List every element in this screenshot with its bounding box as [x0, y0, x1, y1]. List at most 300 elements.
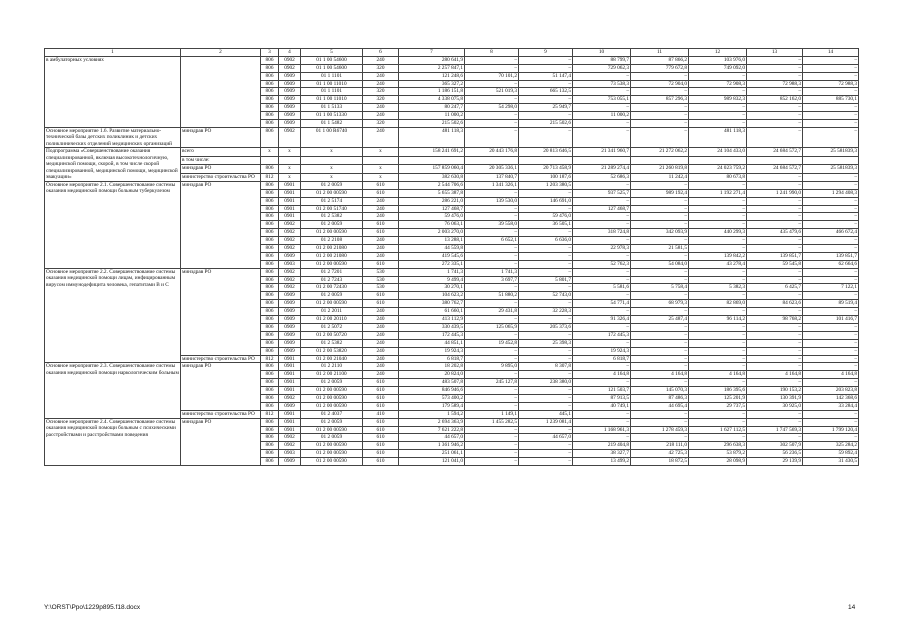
amount-cell: 466 672,4 [803, 229, 859, 237]
amount-cell: 19 924,3 [573, 347, 631, 355]
classifier-cell: 610 [363, 221, 399, 229]
amount-cell: 33 284,4 [803, 402, 859, 410]
amount-cell: 24 023 759,2 [689, 165, 747, 173]
amount-cell: 5 382,3 [689, 284, 747, 292]
amount-cell: – [747, 292, 803, 300]
classifier-cell: 0901 [279, 355, 301, 363]
classifier-cell: 01 2 5174 [301, 197, 363, 205]
classifier-cell: 0909 [279, 300, 301, 308]
amount-cell: – [689, 339, 747, 347]
amount-cell: – [519, 300, 573, 308]
amount-cell: 130 391,9 [747, 394, 803, 402]
amount-cell: 419 545,6 [399, 252, 465, 260]
amount-cell: 91 326,4 [573, 316, 631, 324]
amount-cell: – [631, 252, 689, 260]
amount-cell: 186 395,6 [689, 387, 747, 395]
classifier-cell: 0902 [279, 434, 301, 442]
amount-cell: 215 502,6 [519, 120, 573, 128]
amount-cell: – [689, 245, 747, 253]
classifier-cell: 610 [363, 434, 399, 442]
amount-cell: 22 978,3 [573, 245, 631, 253]
amount-cell: – [747, 221, 803, 229]
amount-cell: 139 530,0 [465, 197, 519, 205]
amount-cell [631, 156, 689, 164]
amount-cell: – [465, 120, 519, 128]
classifier-cell: 806 [261, 300, 279, 308]
classifier-cell: 0902 [279, 221, 301, 229]
amount-cell: – [573, 410, 631, 418]
amount-cell: 753 055,1 [573, 96, 631, 104]
amount-cell: – [631, 120, 689, 128]
amount-cell: 19 452,8 [465, 339, 519, 347]
classifier-cell: 0901 [279, 387, 301, 395]
amount-cell: – [465, 252, 519, 260]
amount-cell: – [689, 308, 747, 316]
table-row [45, 181, 859, 189]
classifier-cell: 240 [363, 197, 399, 205]
amount-cell: 4 164,8 [747, 371, 803, 379]
amount-cell: 749 092,0 [689, 64, 747, 72]
amount-cell: 251 061,1 [399, 450, 465, 458]
amount-cell: 59 892,4 [803, 450, 859, 458]
amount-cell: 29 139,9 [747, 458, 803, 466]
amount-cell: 30 925,0 [747, 402, 803, 410]
column-number-2: 2 [181, 49, 261, 57]
amount-cell: – [573, 418, 631, 426]
amount-cell: 20 305 336,1 [465, 165, 519, 173]
amount-cell: – [519, 355, 573, 363]
classifier-cell: 806 [261, 402, 279, 410]
classifier-cell: 610 [363, 229, 399, 237]
amount-cell: – [689, 72, 747, 80]
classifier-cell: 0909 [279, 458, 301, 466]
amount-cell: – [465, 213, 519, 221]
amount-cell: 1 241 990,0 [747, 189, 803, 197]
amount-cell: 53 879,2 [689, 450, 747, 458]
amount-cell: 6 818,7 [399, 355, 465, 363]
amount-cell: – [519, 189, 573, 197]
amount-cell: 25 581839,3 [803, 165, 859, 173]
classifier-cell: 0909 [279, 72, 301, 80]
classifier-cell: 806 [261, 245, 279, 253]
classifier-cell: 01 2 00 20110 [301, 316, 363, 324]
amount-cell: – [519, 112, 573, 120]
amount-cell: 11 242,4 [631, 173, 689, 181]
activity-name-cell: Основное мероприятие 2.3. Совершенствование системы оказания медицинской помощи наркологическим больным [45, 363, 181, 418]
classifier-cell: 0903 [279, 260, 301, 268]
amount-cell: 5 801,7 [519, 276, 573, 284]
amount-cell: 481 118,3 [399, 127, 465, 148]
classifier-cell: 410 [363, 410, 399, 418]
amount-cell: – [573, 181, 631, 189]
amount-cell: 56 236,5 [747, 450, 803, 458]
amount-cell: – [465, 127, 519, 148]
amount-cell: 365 327,2 [399, 80, 465, 88]
amount-cell: – [465, 300, 519, 308]
classifier-cell: х [363, 173, 399, 181]
amount-cell: 205 373,6 [519, 323, 573, 331]
classifier-cell: 610 [363, 418, 399, 426]
amount-cell: – [573, 72, 631, 80]
classifier-cell: х [279, 148, 301, 156]
amount-cell: 36 505,1 [519, 221, 573, 229]
amount-cell: 1 149,1 [465, 410, 519, 418]
amount-cell: 6 636,0 [519, 237, 573, 245]
amount-cell: 989 192,4 [631, 189, 689, 197]
classifier-cell: 01 2 00 00590 [301, 300, 363, 308]
amount-cell: 13 288,1 [399, 237, 465, 245]
amount-cell: – [803, 205, 859, 213]
executor-cell: министерство строительства РО [181, 355, 261, 363]
amount-cell: 779 672,8 [631, 64, 689, 72]
amount-cell: – [747, 173, 803, 181]
classifier-cell: 01 2 0059 [301, 181, 363, 189]
amount-cell: 54 084,0 [631, 260, 689, 268]
amount-cell: 5 581,6 [573, 284, 631, 292]
classifier-cell: 0902 [279, 245, 301, 253]
classifier-cell: 806 [261, 127, 279, 148]
table-row [45, 418, 859, 426]
amount-cell: – [803, 276, 859, 284]
amount-cell: – [689, 213, 747, 221]
classifier-cell: 240 [363, 112, 399, 120]
classifier-cell: 01 1 00 54600 [301, 64, 363, 72]
executor-cell [181, 56, 261, 127]
amount-cell: – [747, 339, 803, 347]
classifier-cell: 806 [261, 292, 279, 300]
amount-cell: – [747, 88, 803, 96]
classifier-cell: 01 2 00 51740 [301, 205, 363, 213]
amount-cell: 24 684 572,7 [747, 148, 803, 156]
classifier-cell: 0902 [279, 237, 301, 245]
classifier-cell: 806 [261, 213, 279, 221]
classifier-cell: 01 2 00 21040 [301, 355, 363, 363]
amount-cell: – [465, 80, 519, 88]
amount-cell: 101 416,7 [803, 316, 859, 324]
classifier-cell: 812 [261, 355, 279, 363]
classifier-cell: 01 2 00 00590 [301, 189, 363, 197]
amount-cell: – [465, 245, 519, 253]
amount-cell: – [747, 197, 803, 205]
classifier-cell: 01 2 0059 [301, 379, 363, 387]
amount-cell: 1 594,2 [399, 410, 465, 418]
amount-cell: – [803, 237, 859, 245]
amount-cell: 25 949,7 [519, 104, 573, 112]
classifier-cell: 610 [363, 260, 399, 268]
amount-cell: – [803, 213, 859, 221]
amount-cell: 2 003 270,0 [399, 229, 465, 237]
amount-cell: – [465, 355, 519, 363]
classifier-cell: 806 [261, 316, 279, 324]
amount-cell: – [465, 387, 519, 395]
classifier-cell: 01 2 00 00590 [301, 394, 363, 402]
document-path: Y:\ORST\Ppo\1229p895.f18.docx [44, 604, 141, 611]
amount-cell: 96 114,2 [689, 316, 747, 324]
classifier-cell: 0909 [279, 347, 301, 355]
amount-cell: – [803, 410, 859, 418]
classifier-cell: 01 2 2108 [301, 237, 363, 245]
amount-cell: 32 228,3 [519, 308, 573, 316]
amount-cell: 7 122,1 [803, 284, 859, 292]
amount-cell: – [747, 64, 803, 72]
amount-cell: – [519, 80, 573, 88]
column-number-3: 3 [261, 49, 279, 57]
amount-cell: 215 502,6 [399, 120, 465, 128]
amount-cell: – [803, 64, 859, 72]
classifier-cell: 01 2 0059 [301, 221, 363, 229]
amount-cell: – [747, 434, 803, 442]
classifier-cell: 01 1 00 11010 [301, 80, 363, 88]
amount-cell: 31 430,5 [803, 458, 859, 466]
executor-cell: всего [181, 148, 261, 156]
column-number-11: 11 [631, 49, 689, 57]
classifier-cell: 01 2 00 72430 [301, 284, 363, 292]
amount-cell: – [519, 442, 573, 450]
classifier-cell: 240 [363, 363, 399, 371]
amount-cell: 52 762,3 [573, 260, 631, 268]
amount-cell: 318 724,8 [573, 229, 631, 237]
amount-cell: – [465, 402, 519, 410]
amount-cell: – [573, 252, 631, 260]
amount-cell: 382 630,8 [399, 173, 465, 181]
classifier-cell: 01 1 1101 [301, 72, 363, 80]
amount-cell: – [803, 56, 859, 64]
executor-cell: минздрав РО [181, 181, 261, 268]
classifier-cell: 0909 [279, 252, 301, 260]
amount-cell: – [631, 418, 689, 426]
amount-cell: – [747, 379, 803, 387]
classifier-cell: 01 2 2011 [301, 308, 363, 316]
amount-cell: – [689, 221, 747, 229]
column-number-4: 4 [279, 49, 301, 57]
amount-cell: – [573, 308, 631, 316]
amount-cell: – [689, 268, 747, 276]
amount-cell: 7 621 222,8 [399, 426, 465, 434]
amount-cell: – [519, 205, 573, 213]
classifier-cell: 0909 [279, 316, 301, 324]
amount-cell: 29 431,8 [465, 308, 519, 316]
executor-cell: минздрав РО [181, 165, 261, 173]
amount-cell: – [747, 112, 803, 120]
amount-cell: 2 694 363,9 [399, 418, 465, 426]
amount-cell: – [573, 434, 631, 442]
amount-cell: – [747, 308, 803, 316]
classifier-cell: 806 [261, 418, 279, 426]
classifier-cell: х [279, 165, 301, 173]
classifier-cell: 806 [261, 189, 279, 197]
amount-cell: – [631, 104, 689, 112]
classifier-cell: 806 [261, 260, 279, 268]
amount-cell: 59 476,0 [399, 213, 465, 221]
amount-cell: – [465, 394, 519, 402]
amount-cell: – [689, 355, 747, 363]
amount-cell: 25 581839,3 [803, 148, 859, 156]
amount-cell: – [631, 237, 689, 245]
classifier-cell: 806 [261, 104, 279, 112]
amount-cell: – [573, 88, 631, 96]
amount-cell: – [519, 127, 573, 148]
amount-cell: – [573, 276, 631, 284]
amount-cell: – [747, 120, 803, 128]
classifier-cell: 0901 [279, 371, 301, 379]
amount-cell [803, 156, 859, 164]
classifier-cell: 240 [363, 56, 399, 64]
amount-cell: 62 664,6 [803, 260, 859, 268]
amount-cell: – [631, 355, 689, 363]
classifier-cell: 0901 [279, 410, 301, 418]
amount-cell: 1 186 151,8 [399, 88, 465, 96]
classifier-cell: 240 [363, 355, 399, 363]
amount-cell: 30 270,1 [399, 284, 465, 292]
amount-cell: – [631, 331, 689, 339]
activity-name-cell: Основное мероприятие 2.2. Совершенствование системы оказания медицинской помощи лицам, инфицированным вирусом иммунодефицита человека, гепатитами В и С [45, 268, 181, 363]
classifier-cell: 01 2 00 00590 [301, 450, 363, 458]
amount-cell: 20 824,0 [399, 371, 465, 379]
amount-cell: – [519, 284, 573, 292]
amount-cell: 82 869,0 [689, 300, 747, 308]
amount-cell: 72 988,3 [747, 80, 803, 88]
classifier-cell: 610 [363, 387, 399, 395]
classifier-cell: 610 [363, 442, 399, 450]
classifier-cell: 01 2 4037 [301, 410, 363, 418]
classifier-cell: 806 [261, 276, 279, 284]
amount-cell: 20 713 458,9 [519, 165, 573, 173]
classifier-cell: 240 [363, 331, 399, 339]
amount-cell: 13 499,2 [573, 458, 631, 466]
amount-cell: – [689, 434, 747, 442]
executor-cell: минздрав РО [181, 268, 261, 355]
amount-cell: – [519, 347, 573, 355]
amount-cell: – [747, 245, 803, 253]
classifier-cell: 0909 [279, 88, 301, 96]
amount-cell: – [747, 213, 803, 221]
classifier-cell: 806 [261, 268, 279, 276]
classifier-cell: 530 [363, 276, 399, 284]
classifier-cell: 0901 [279, 189, 301, 197]
amount-cell: – [573, 323, 631, 331]
amount-cell: – [747, 347, 803, 355]
classifier-cell [261, 156, 279, 164]
amount-cell: 103 976,0 [689, 56, 747, 64]
amount-cell: – [747, 410, 803, 418]
classifier-cell: 240 [363, 308, 399, 316]
amount-cell: – [573, 237, 631, 245]
classifier-cell: 0901 [279, 213, 301, 221]
classifier-cell: 320 [363, 64, 399, 72]
classifier-cell: 320 [363, 88, 399, 96]
classifier-cell: 806 [261, 221, 279, 229]
classifier-cell: 01 2 00 53820 [301, 347, 363, 355]
classifier-cell: х [301, 148, 363, 156]
amount-cell: – [631, 347, 689, 355]
amount-cell: 6 818,7 [573, 355, 631, 363]
classifier-cell: 240 [363, 245, 399, 253]
amount-cell: 729 062,3 [573, 64, 631, 72]
amount-cell: – [465, 96, 519, 104]
classifier-cell: 530 [363, 268, 399, 276]
amount-cell: 21 289 274,4 [573, 165, 631, 173]
amount-cell: 380 762,7 [399, 300, 465, 308]
amount-cell [689, 156, 747, 164]
amount-cell: – [573, 339, 631, 347]
amount-cell: – [803, 104, 859, 112]
classifier-cell: 806 [261, 308, 279, 316]
classifier-cell: 806 [261, 426, 279, 434]
amount-cell: 296 638,3 [689, 442, 747, 450]
classifier-cell: 806 [261, 339, 279, 347]
amount-cell: 4 164,8 [573, 371, 631, 379]
classifier-cell: х [301, 165, 363, 173]
table-row [45, 363, 859, 371]
amount-cell [519, 156, 573, 164]
column-number-14: 14 [803, 49, 859, 57]
amount-cell: – [573, 268, 631, 276]
amount-cell: – [519, 331, 573, 339]
column-number-1: 1 [45, 49, 181, 57]
classifier-cell: 01 1 5133 [301, 104, 363, 112]
amount-cell: – [689, 112, 747, 120]
classifier-cell: 806 [261, 394, 279, 402]
amount-cell: 4 338 075,8 [399, 96, 465, 104]
amount-cell: – [465, 229, 519, 237]
amount-cell: – [465, 205, 519, 213]
amount-cell: 6 652,1 [465, 237, 519, 245]
amount-cell: – [631, 379, 689, 387]
amount-cell: – [519, 387, 573, 395]
amount-cell: – [689, 347, 747, 355]
amount-cell: 445,1 [519, 410, 573, 418]
amount-cell: – [689, 418, 747, 426]
column-number-row [45, 49, 859, 57]
amount-cell: – [747, 276, 803, 284]
table-body [45, 56, 859, 465]
classifier-cell: х [261, 148, 279, 156]
amount-cell: – [519, 260, 573, 268]
amount-cell: 1 361 946,2 [399, 442, 465, 450]
classifier-cell: 0909 [279, 323, 301, 331]
classifier-cell: 0909 [279, 292, 301, 300]
classifier-cell: 0901 [279, 197, 301, 205]
amount-cell: – [631, 292, 689, 300]
amount-cell: 2 544 706,6 [399, 181, 465, 189]
classifier-cell: 806 [261, 323, 279, 331]
amount-cell: 481 118,3 [689, 127, 747, 148]
amount-cell: – [803, 245, 859, 253]
classifier-cell: 01 2 00 21080 [301, 252, 363, 260]
amount-cell: 80 673,8 [689, 173, 747, 181]
classifier-cell: 806 [261, 347, 279, 355]
amount-cell: – [631, 197, 689, 205]
classifier-cell: 0901 [279, 418, 301, 426]
amount-cell: 218 111,0 [631, 442, 689, 450]
classifier-cell: 812 [261, 173, 279, 181]
amount-cell: 125 201,9 [689, 394, 747, 402]
classifier-cell: 01 1 00 11010 [301, 96, 363, 104]
amount-cell: – [803, 127, 859, 148]
amount-cell: 846 946,6 [399, 387, 465, 395]
classifier-cell: 01 2 5072 [301, 323, 363, 331]
amount-cell: – [689, 331, 747, 339]
amount-cell: 59 476,0 [519, 213, 573, 221]
classifier-cell: 01 2 00 00590 [301, 402, 363, 410]
amount-cell: 238 380,0 [519, 379, 573, 387]
classifier-cell: х [301, 173, 363, 181]
amount-cell: 68 979,3 [631, 300, 689, 308]
classifier-cell: 0902 [279, 394, 301, 402]
amount-cell: 121 248,6 [399, 72, 465, 80]
amount-cell: 1 239 081,4 [519, 418, 573, 426]
classifier-cell: 01 2 00 50720 [301, 331, 363, 339]
